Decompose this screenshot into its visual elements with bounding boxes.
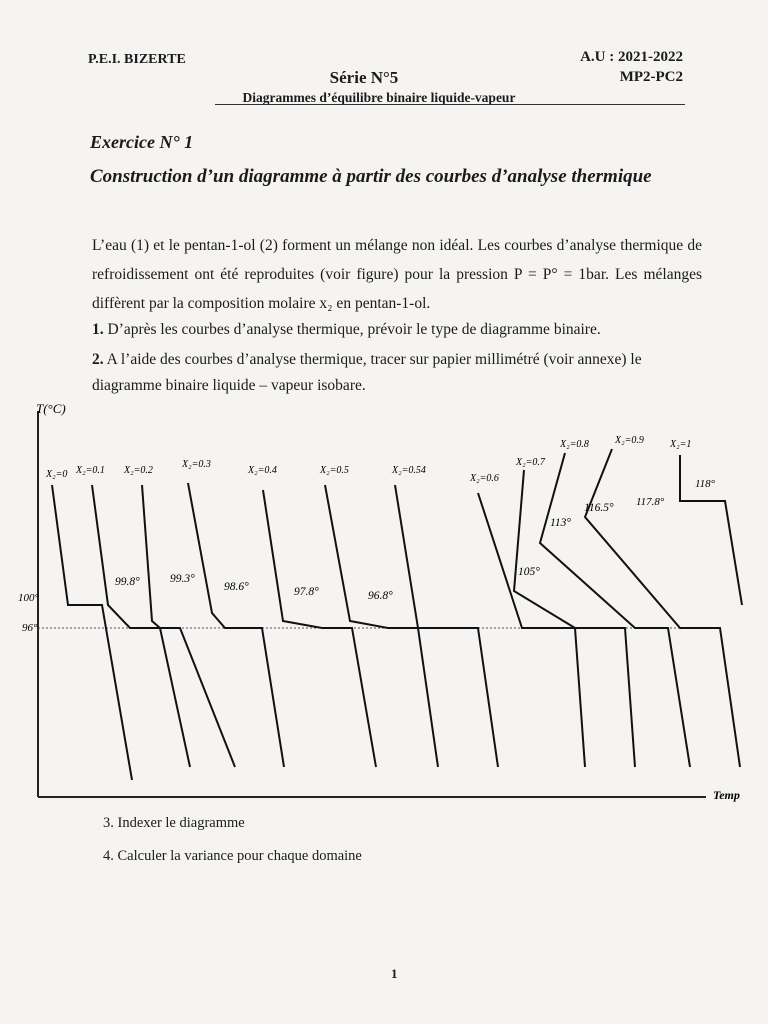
- y-axis-label: T(°C): [36, 401, 66, 416]
- y-tick-label: 96°: [22, 622, 38, 634]
- academic-year: A.U : 2021-2022: [580, 49, 683, 65]
- curve-label: X₂=0.8: [560, 439, 589, 450]
- header-rule: [215, 104, 685, 105]
- curve-label: X₂=0: [46, 469, 68, 480]
- cooling-curve: [142, 485, 235, 767]
- curve-label: X₂=0.54: [392, 465, 426, 476]
- series-subtitle: Diagrammes d’équilibre binaire liquide-vapeur: [242, 90, 516, 105]
- temperature-label: 118°: [695, 478, 716, 490]
- curve-label: X₂=1: [670, 439, 692, 450]
- cooling-curve: [325, 485, 438, 767]
- institution-name: P.E.I. BIZERTE: [88, 52, 186, 67]
- cooling-curve: [395, 485, 498, 767]
- curve-label: X₂=0.6: [470, 473, 499, 484]
- curve-label: X₂=0.5: [320, 465, 349, 476]
- break-temperature-label: 96.8°: [368, 590, 393, 602]
- curve-label: X₂=0.2: [124, 465, 153, 476]
- curve-label: X₂=0.4: [248, 465, 277, 476]
- question-4: 4. Calculer la variance pour chaque domaine: [103, 848, 362, 864]
- cooling-curve: [188, 483, 284, 767]
- cooling-curve: [514, 470, 635, 767]
- series-title: Série N°5: [329, 68, 399, 87]
- break-temperature-label: 113°: [550, 517, 571, 529]
- temperature-label: 117.8°: [636, 496, 665, 508]
- page-number: 1: [391, 966, 398, 981]
- break-temperature-label: 97.8°: [294, 586, 319, 598]
- cooling-curve: [478, 493, 585, 767]
- question-2-text: A l’aide des courbes d’analyse thermique, tracer sur papier millimétré (voir annexe) le diagramme binaire liquide – vapeur isobare.: [92, 351, 642, 394]
- question-1-number: 1.: [92, 321, 104, 338]
- question-3: 3. Indexer le diagramme: [103, 815, 245, 831]
- question-2-number: 2.: [92, 351, 104, 368]
- y-tick-label: 100°: [18, 592, 39, 604]
- break-temperature-label: 99.3°: [170, 573, 195, 585]
- curve-label: X₂=0.3: [182, 459, 211, 470]
- exercise-subtitle: Construction d’un diagramme à partir des courbes d’analyse thermique: [90, 166, 652, 187]
- cooling-curve: [540, 453, 690, 767]
- curve-label: X₂=0.9: [615, 435, 644, 446]
- break-temperature-label: 98.6°: [224, 581, 249, 593]
- question-1-text: D’après les courbes d’analyse thermique, prévoir le type de diagramme binaire.: [107, 321, 601, 338]
- question-1: [92, 317, 702, 343]
- series-header: [0, 68, 768, 106]
- thermal-analysis-chart: [0, 395, 768, 815]
- exercise-intro: L’eau (1) et le pentan-1-ol (2) forment un mélange non idéal. Les courbes d’analyse thermique de refroidissement ont été reproduites (voir figure) pour la pression P = P° = 1bar. Les mélanges diffèrent par la composition molaire x₂ en pentan-1-ol.: [92, 237, 702, 312]
- break-temperature-label: 105°: [518, 566, 540, 578]
- break-temperature-label: 116.5°: [584, 502, 614, 514]
- curve-label: X₂=0.7: [516, 457, 545, 468]
- cooling-curve: [92, 485, 190, 767]
- cooling-curve: [52, 485, 132, 780]
- break-temperature-label: 99.8°: [115, 576, 140, 588]
- exercise-title: Exercice N° 1: [90, 132, 194, 152]
- x-axis-label: Temp: [713, 788, 740, 802]
- question-2: [92, 347, 702, 399]
- class-name: MP2-PC2: [619, 69, 683, 85]
- curve-label: X₂=0.1: [76, 465, 105, 476]
